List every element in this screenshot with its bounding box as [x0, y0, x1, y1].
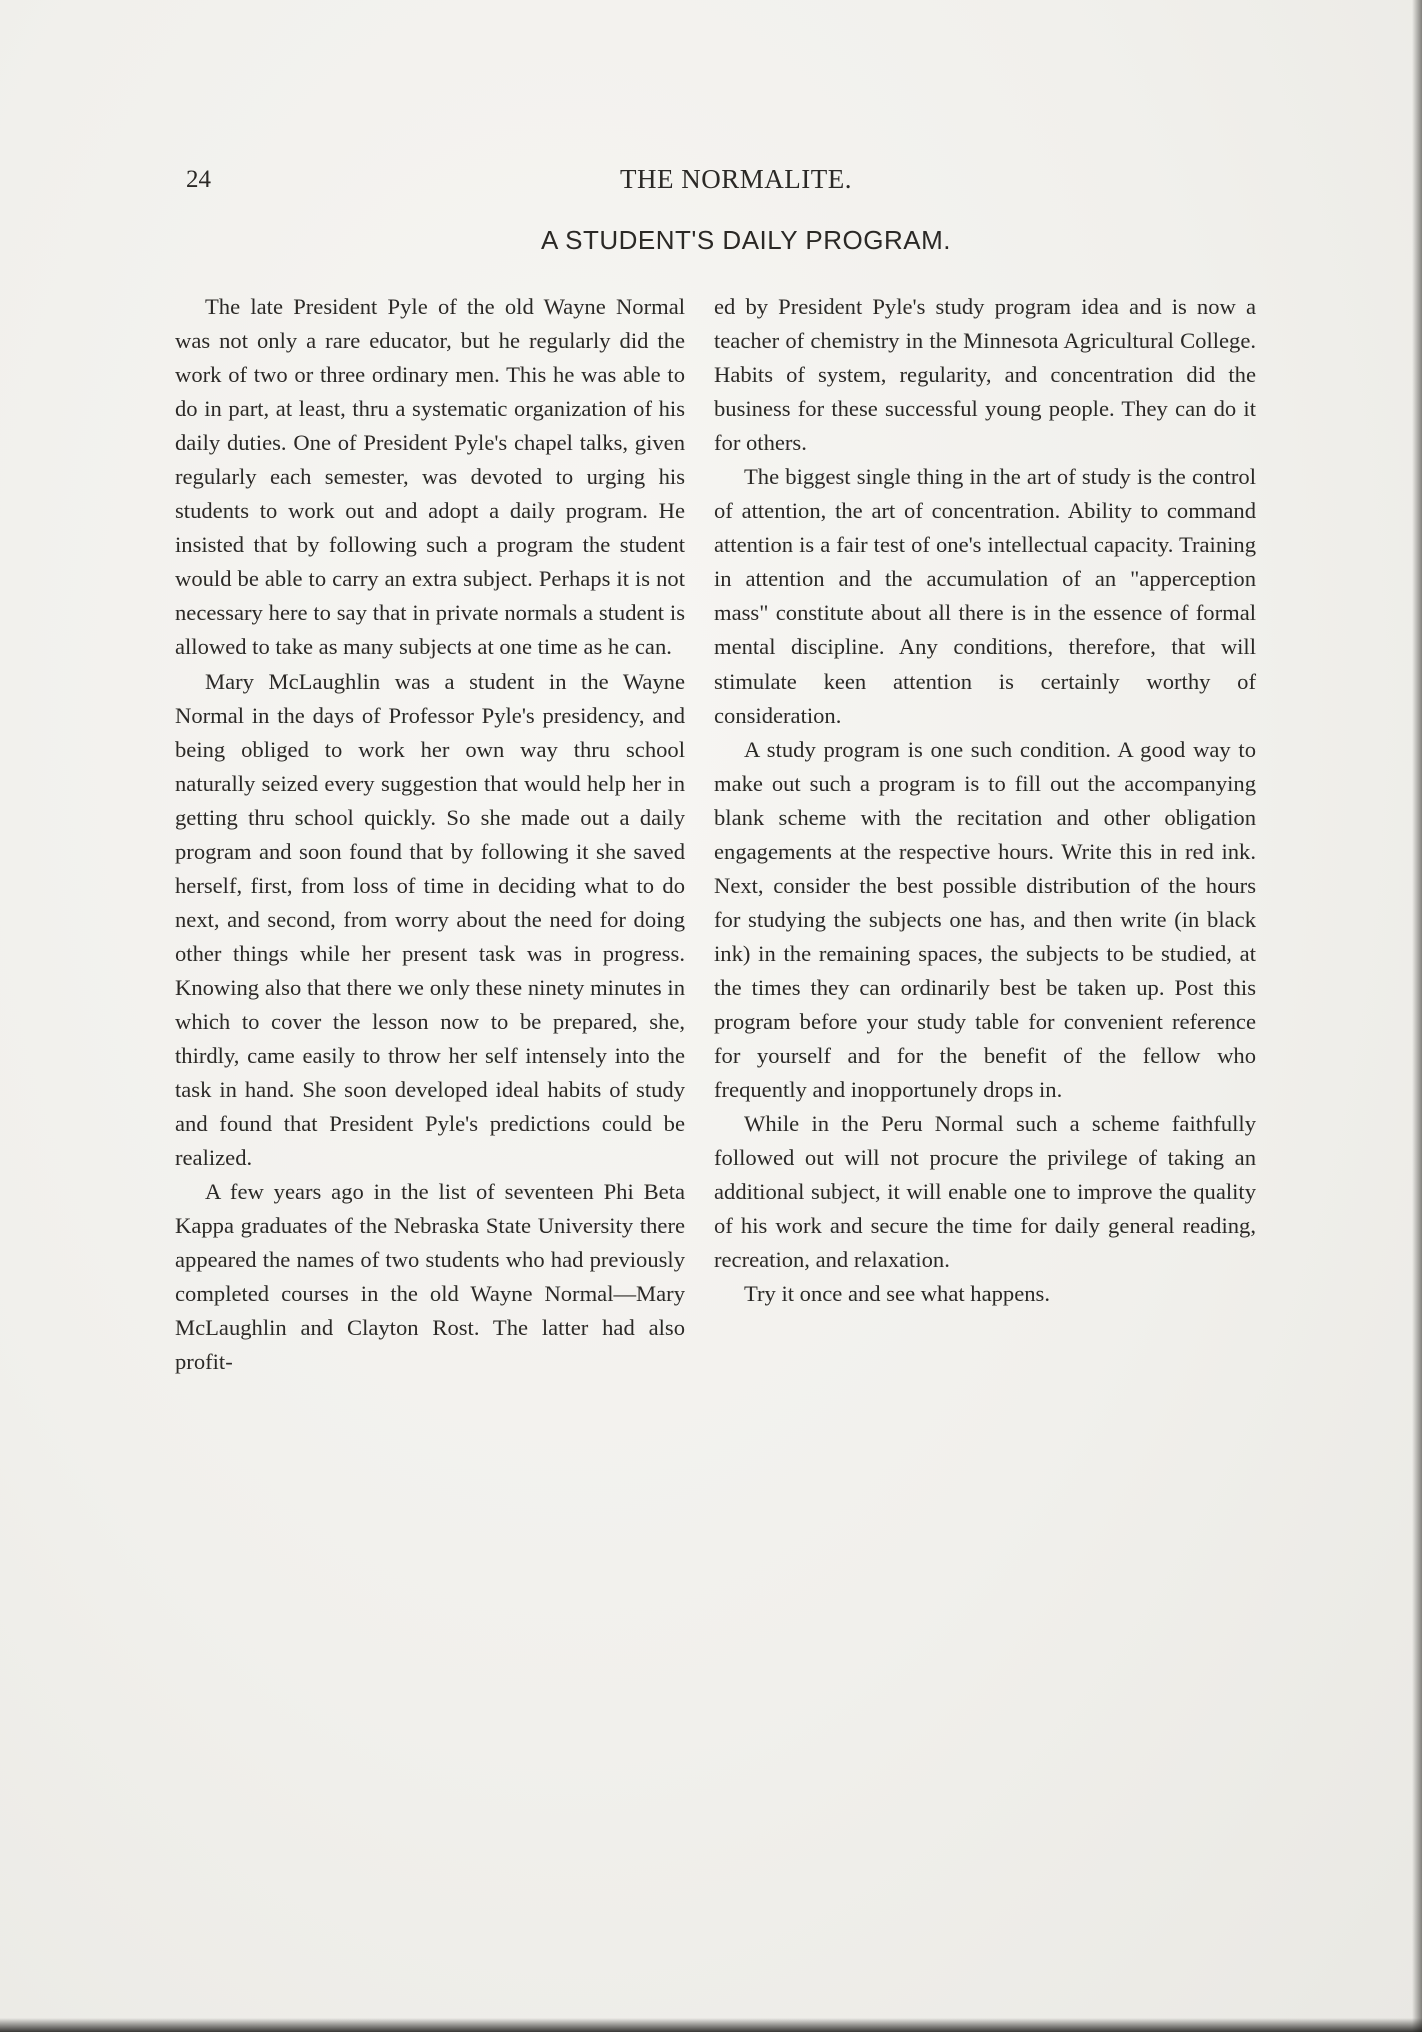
- left-column: [175, 290, 685, 1380]
- paragraph: The late President Pyle of the old Wayne Normal was not only a rare educator, but he regularly did the work of two or three ordinary men. This he was able to do in part, at least, thru a systematic organization of his daily duties. One of President Pyle's chapel talks, given regularly each semester, was devoted to urging his students to work out and adopt a daily program. He insisted that by following such a program the student would be able to carry an extra subject. Perhaps it is not necessary here to say that in private normals a student is allowed to take as many subjects at one time as he can.: [175, 294, 685, 660]
- page-bottom-edge: [0, 2018, 1422, 2032]
- page-number: 24: [186, 166, 211, 193]
- paragraph: The biggest single thing in the art of study is the control of attention, the art of concentration. Ability to command attention is a fair test of one's intellectual capacity. Training in attention and the accumulation of an "apperception mass" constitute about all there is in the essence of formal mental discipline. Any conditions, therefore, that will stimulate keen attention is certainly worthy of consideration.: [714, 464, 1256, 728]
- paragraph-continuation: ed by President Pyle's study program idea and is now a teacher of chemistry in the Minnesota Agricultural College. Habits of system, regularity, and concentration did the business for these successful young people. They can do it for others.: [714, 294, 1256, 456]
- paragraph: A few years ago in the list of seventeen Phi Beta Kappa graduates of the Nebraska State University there appeared the names of two students who had previously completed courses in the old Wayne Normal—Mary McLaughlin and Clayton Rost. The latter had also profit-: [175, 1179, 685, 1375]
- paragraph: While in the Peru Normal such a scheme faithfully followed out will not procure the privilege of taking an additional subject, it will enable one to improve the quality of his work and secure the time for daily general reading, recreation, and relaxation.: [714, 1111, 1256, 1273]
- paragraph: Try it once and see what happens.: [744, 1281, 1050, 1307]
- paragraph: A study program is one such condition. A good way to make out such a program is to fill out the accompanying blank scheme with the recitation and other obligation engagements at the respective hours. Write this in red ink. Next, consider the best possible distribution of the hours for studying the subjects one has, and then write (in black ink) in the remaining spaces, the subjects to be studied, at the times they can ordinarily best be taken up. Post this program before your study table for convenient reference for yourself and for the benefit of the fellow who frequently and inopportunely drops in.: [714, 736, 1256, 1103]
- page-edge-shadow: [1412, 0, 1422, 2032]
- running-title: THE NORMALITE.: [620, 164, 852, 194]
- right-column: [714, 290, 1256, 1311]
- article-title: A STUDENT'S DAILY PROGRAM.: [541, 225, 951, 255]
- paragraph: Mary McLaughlin was a student in the Wayne Normal in the days of Professor Pyle's presidency, and being obliged to work her own way thru school naturally seized every suggestion that would help her in getting thru school quickly. So she made out a daily program and soon found that by following it she saved herself, first, from loss of time in deciding what to do next, and second, from worry about the need for doing other things while her present task was in progress. Knowing also that there we only these ninety minutes in which to cover the lesson now to be prepared, she, thirdly, came easily to throw her self intensely into the task in hand. She soon developed ideal habits of study and found that President Pyle's predictions could be realized.: [175, 668, 685, 1171]
